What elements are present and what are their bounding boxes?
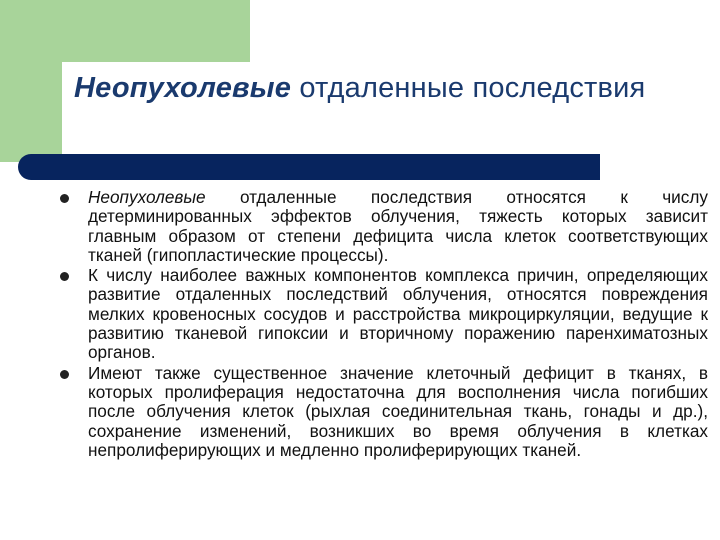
slide-title (74, 70, 645, 107)
list-item-text (88, 188, 708, 265)
bullet-dot-icon (60, 370, 69, 379)
list-item (60, 364, 708, 460)
list-item-italic-lead: Неопухолевые (88, 187, 206, 207)
list-item-body: Имеют также существенное значение клеточный дефицит в тканях, в которых пролиферация недостаточна для восполнения числа погибших после облучения клеток (рыхлая соединительная ткань, гонады и др.), сохранение изменений, возникших во время облучения в клетках непролиферирующих и медленно пролиферирующих тканей. (88, 362, 708, 460)
bullet-dot-icon (60, 194, 69, 203)
list-item-text (88, 266, 708, 362)
title-italic-part: Неопухолевые (74, 72, 292, 104)
title-underline-bar (18, 154, 600, 180)
list-item-text (88, 364, 708, 460)
list-item (60, 188, 708, 265)
list-item-body: отдаленные последствия относятся к числу детерминированных эффектов облучения, тяжесть которых зависит главным образом от степени дефицита числа клеток соответствующих тканей (гипопластические процессы). (88, 187, 708, 265)
bullet-dot-icon (60, 272, 69, 281)
title-rest: отдаленные последствия (291, 72, 646, 104)
list-item (60, 266, 708, 362)
list-item-body: К числу наиболее важных компонентов комплекса причин, определяющих развитие отдаленных последствий облучения, относятся повреждения мелких кровеносных сосудов и расстройства микроциркуляции, ведущие к развитию тканевой гипоксии и вторичному поражению паренхиматозных органов. (88, 265, 708, 363)
bullet-list (60, 188, 708, 461)
